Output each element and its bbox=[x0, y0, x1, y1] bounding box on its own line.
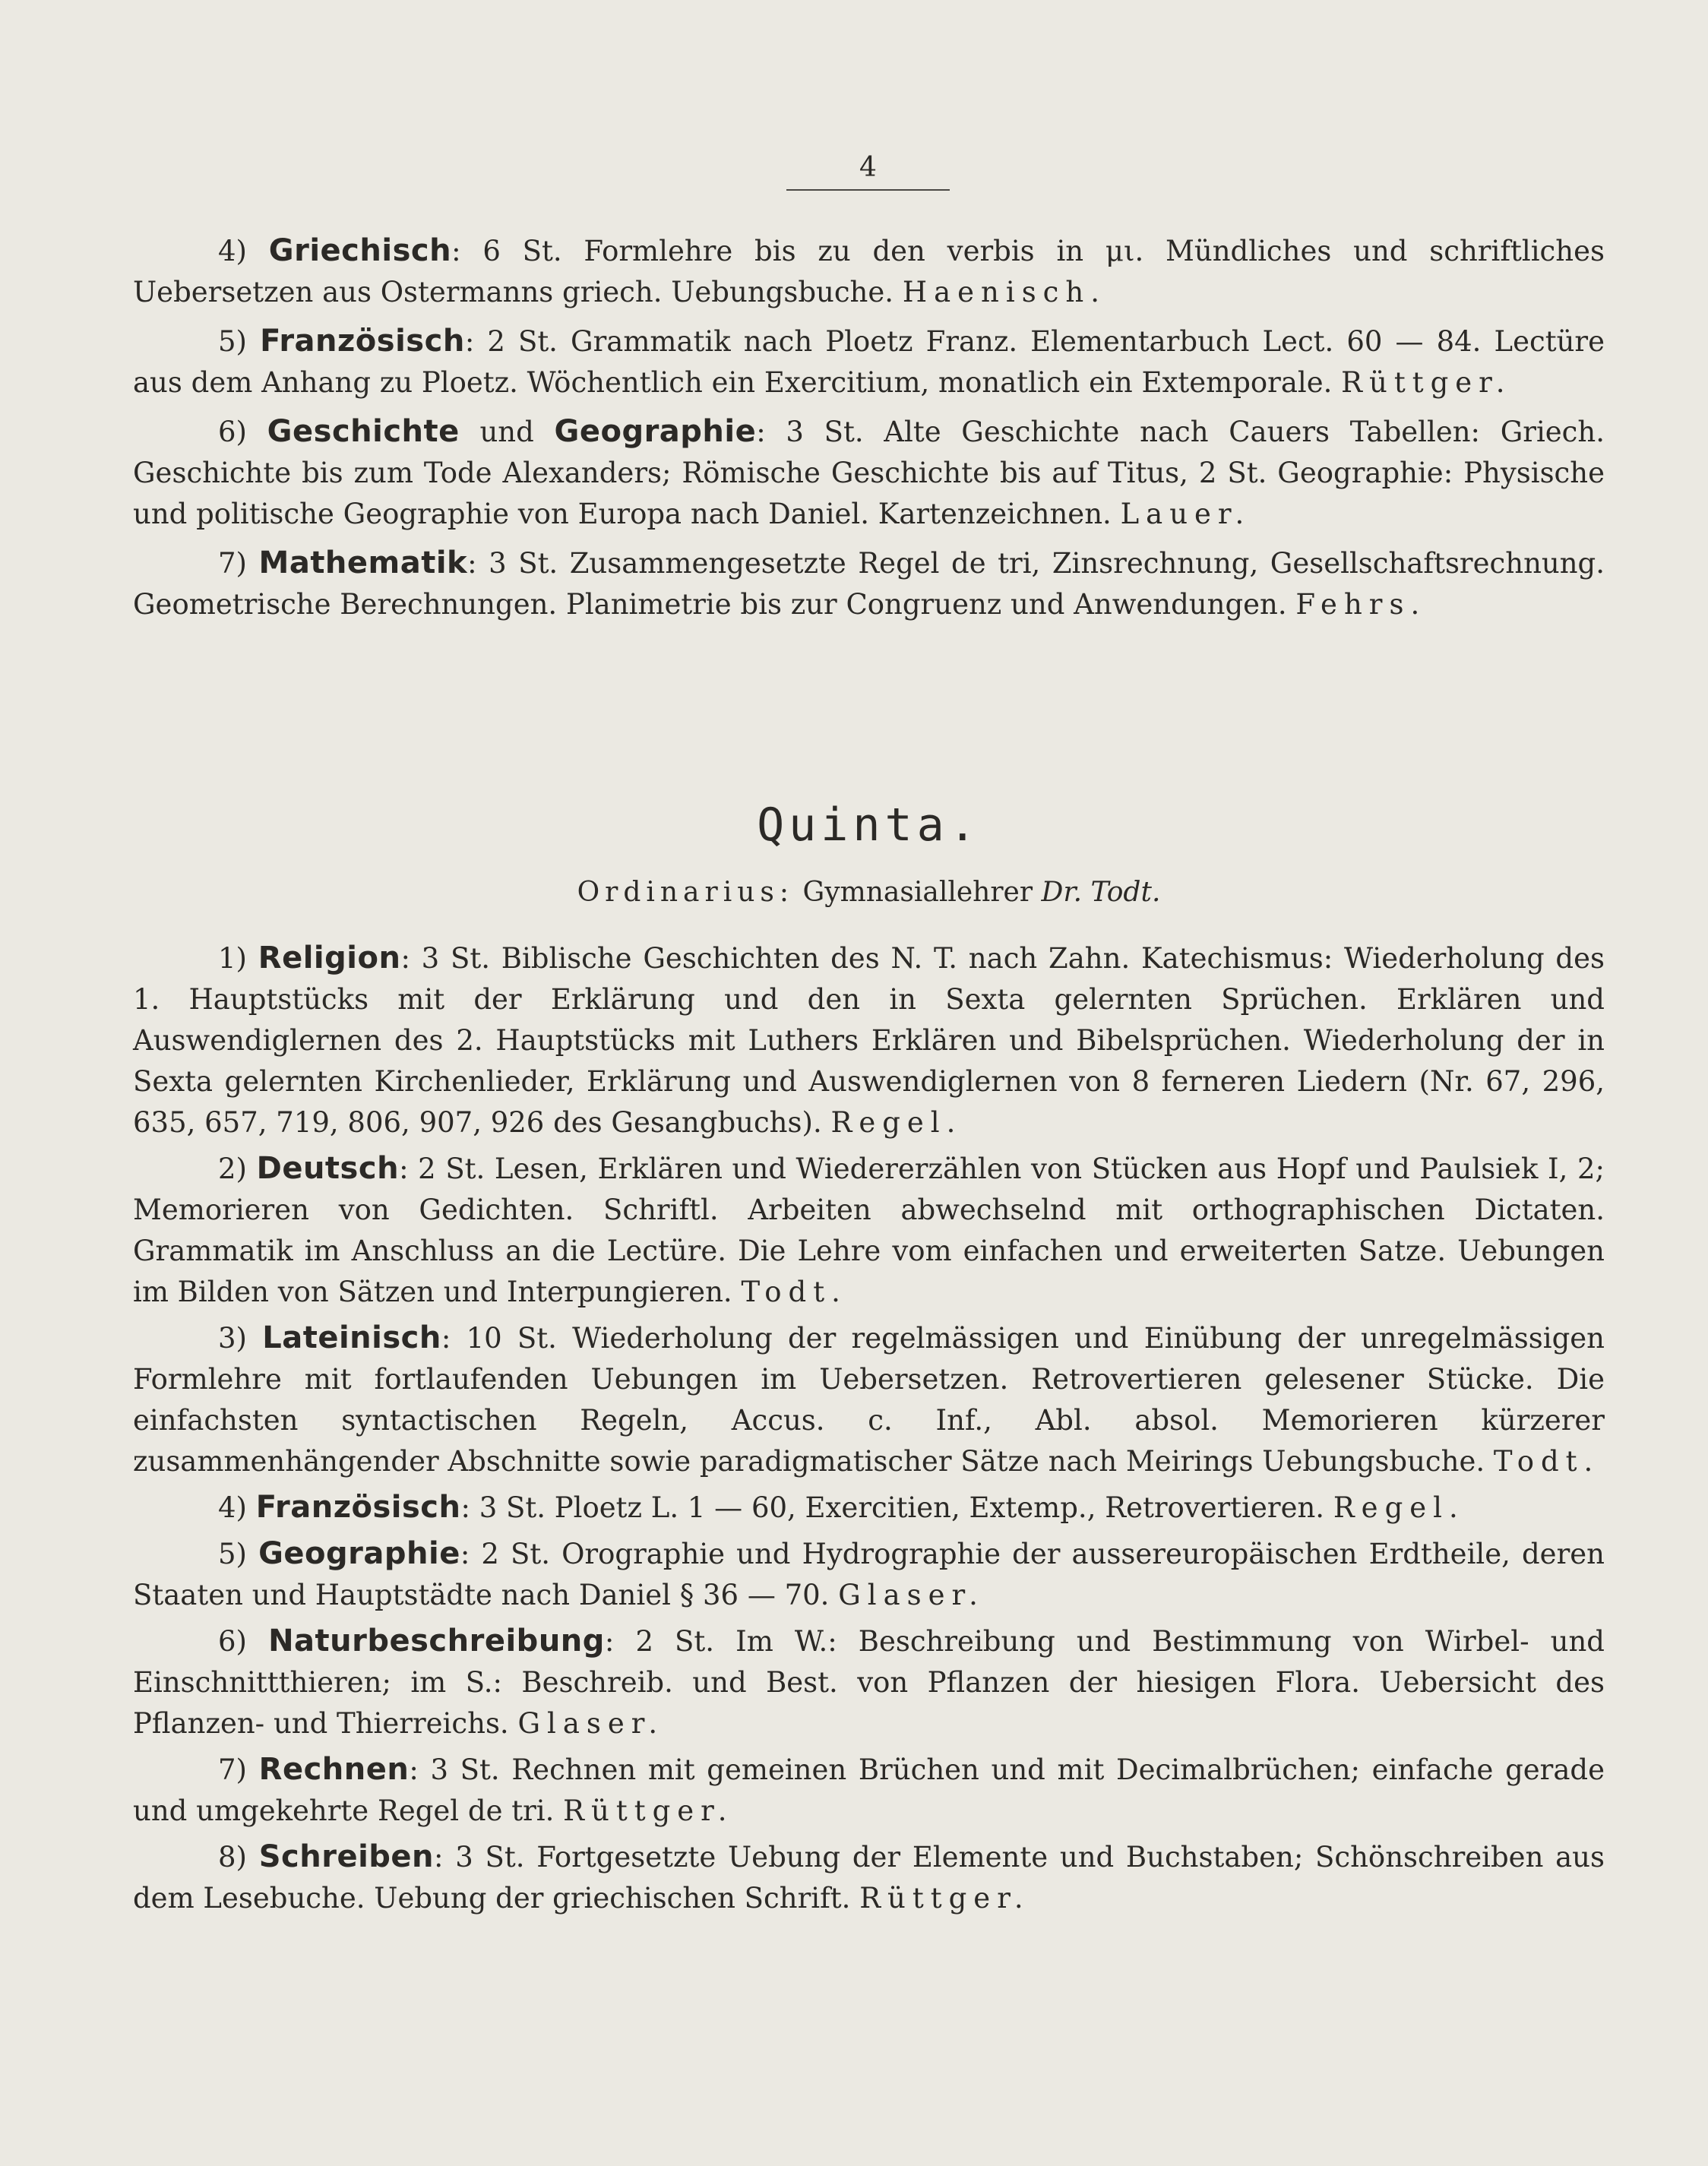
entry-text: : 3 St. Rechnen mit gemeinen Brüchen und mit Decimalbrüchen; einfache gerade und umgekehrte Regel de tri. bbox=[133, 1753, 1605, 1827]
teacher-name: Regel. bbox=[830, 1106, 963, 1139]
curriculum-entry-rechnen bbox=[133, 1749, 1605, 1832]
curriculum-entry-naturbeschreibung bbox=[133, 1621, 1605, 1744]
entry-text: : 6 St. Formlehre bis zu den verbis in μι. Mündliches und schriftliches Uebersetzen aus Ostermanns griech. Uebungsbuche. bbox=[133, 235, 1605, 308]
teacher-name: Rüttger. bbox=[1341, 366, 1512, 399]
subject-heading-secondary: Geographie bbox=[554, 414, 757, 449]
curriculum-entry-franzoesisch bbox=[133, 1487, 1605, 1529]
subject-heading: Französisch bbox=[255, 1490, 461, 1525]
subject-heading: Französisch bbox=[260, 324, 465, 359]
entry-number: 3) bbox=[218, 1322, 247, 1355]
entry-text: : 2 St. Orographie und Hydrographie der aussereuropäischen Erdtheile, deren Staaten und Hauptstädte nach Daniel § 36 — 70. bbox=[133, 1538, 1605, 1611]
entry-number: 5) bbox=[218, 325, 247, 358]
teacher-name: Glaser. bbox=[517, 1707, 665, 1740]
entry-number: 5) bbox=[218, 1538, 247, 1570]
teacher-name: Regel. bbox=[1333, 1491, 1465, 1524]
teacher-name: Rüttger. bbox=[563, 1794, 734, 1827]
page-number: 4 bbox=[859, 152, 877, 183]
teacher-name: Glaser. bbox=[838, 1579, 985, 1611]
subject-heading: Griechisch bbox=[268, 233, 452, 268]
entry-number: 6) bbox=[218, 1625, 247, 1658]
curriculum-entry-lateinisch bbox=[133, 1317, 1605, 1482]
entry-text: : 10 St. Wiederholung der regelmässigen und Einübung der unregelmässigen Formlehre mit fortlaufenden Uebungen im Uebersetzen. Retrovertieren gelesener Stücke. Die einfachsten syntactischen Regeln, Accus. c. Inf., Abl. absol. Memorieren kürzerer zusammenhängender Abschnitte sowie paradigmatischer Sätze nach Meirings Uebungsbuche. bbox=[133, 1322, 1605, 1478]
subject-connector: und bbox=[459, 416, 555, 448]
teacher-name: Todt. bbox=[741, 1276, 847, 1308]
entry-number: 6) bbox=[218, 416, 247, 448]
teacher-name: Haenisch. bbox=[902, 276, 1106, 308]
entry-number: 8) bbox=[218, 1841, 247, 1874]
curriculum-entry-griechisch bbox=[133, 230, 1605, 313]
ordinarius-position: Gymnasiallehrer bbox=[802, 877, 1033, 908]
curriculum-entry-franzoesisch bbox=[133, 321, 1605, 403]
entry-text: : 3 St. Ploetz L. 1 — 60, Exercitien, Extemp., Retrovertieren. bbox=[460, 1491, 1325, 1524]
teacher-name: Fehrs. bbox=[1295, 588, 1427, 621]
ordinarius-name: Dr. Todt. bbox=[1041, 877, 1161, 908]
curriculum-entry-geographie bbox=[133, 1533, 1605, 1616]
teacher-name: Lauer. bbox=[1120, 498, 1251, 530]
ordinarius-label: Ordinarius: bbox=[577, 877, 795, 908]
curriculum-entry-religion bbox=[133, 938, 1605, 1143]
entry-number: 1) bbox=[218, 942, 247, 975]
entry-text: : 2 St. Grammatik nach Ploetz Franz. Elementarbuch Lect. 60 — 84. Lectüre aus dem Anhang zu Ploetz. Wöchentlich ein Exercitium, monatlich ein Extemporale. bbox=[133, 325, 1605, 399]
subject-heading: Schreiben bbox=[258, 1839, 435, 1874]
subject-heading: Mathematik bbox=[258, 545, 468, 580]
ordinarius-line bbox=[133, 872, 1605, 913]
subject-heading: Geschichte bbox=[267, 414, 460, 449]
subject-heading: Naturbeschreibung bbox=[268, 1624, 605, 1658]
subject-heading: Geographie bbox=[258, 1536, 460, 1571]
subject-heading: Deutsch bbox=[256, 1151, 400, 1186]
quinta-curriculum bbox=[133, 938, 1605, 1924]
entry-text: : 2 St. Im W.: Beschreibung und Bestimmung von Wirbel- und Einschnittthieren; im S.: Beschreib. und Best. von Pflanzen der hiesigen Flora. Uebersicht des Pflanzen- und Thierreichs. bbox=[133, 1625, 1605, 1740]
entry-text: : 3 St. Alte Geschichte nach Cauers Tabellen: Griech. Geschichte bis zum Tode Alexanders; Römische Geschichte bis auf Titus, 2 St. Geographie: Physische und politische Geographie von Europa nach Daniel. Kartenzeichnen. bbox=[133, 416, 1605, 530]
entry-number: 2) bbox=[218, 1153, 247, 1185]
entry-text: : 3 St. Zusammengesetzte Regel de tri, Zinsrechnung, Gesellschaftsrechnung. Geometrische Berechnungen. Planimetrie bis zur Congruenz und Anwendungen. bbox=[133, 547, 1605, 621]
subject-heading: Lateinisch bbox=[262, 1320, 441, 1355]
section-title: Quinta. bbox=[757, 798, 981, 852]
curriculum-entry-mathematik bbox=[133, 542, 1605, 625]
curriculum-entry-geschichte-geographie bbox=[133, 411, 1605, 535]
subject-heading: Rechnen bbox=[258, 1752, 410, 1787]
subject-heading: Religion bbox=[258, 941, 401, 975]
teacher-name: Todt. bbox=[1493, 1445, 1600, 1478]
entry-number: 7) bbox=[218, 1753, 247, 1786]
teacher-name: Rüttger. bbox=[859, 1882, 1030, 1915]
curriculum-entry-deutsch bbox=[133, 1148, 1605, 1313]
entry-text: : 3 St. Fortgesetzte Uebung der Elemente und Buchstaben; Schönschreiben aus dem Lesebuche. Uebung der griechischen Schrift. bbox=[133, 1841, 1605, 1915]
entry-text: : 3 St. Biblische Geschichten des N. T. nach Zahn. Katechismus: Wiederholung des 1. Hauptstücks mit der Erklärung und den in Sexta gelernten Sprüchen. Erklären und Auswendiglernen des 2. Hauptstücks mit Luthers Erklären und Bibelsprüchen. Wiederholung der in Sexta gelernten Kirchenlieder, Erklärung und Auswendiglernen von 8 ferneren Liedern (Nr. 67, 296, 635, 657, 719, 806, 907, 926 des Gesangbuchs). bbox=[133, 942, 1605, 1139]
entry-text: : 2 St. Lesen, Erklären und Wiedererzählen von Stücken aus Hopf und Paulsiek I, 2; Memorieren von Gedichten. Schriftl. Arbeiten abwechselnd mit orthographischen Dictaten. Grammatik im Anschluss an die Lectüre. Die Lehre vom einfachen und erweiterten Satze. Uebungen im Bilden von Sätzen und Interpungieren. bbox=[133, 1153, 1605, 1308]
entry-number: 4) bbox=[218, 1491, 247, 1524]
previous-class-curriculum bbox=[133, 230, 1605, 633]
entry-number: 4) bbox=[218, 235, 247, 267]
curriculum-entry-schreiben bbox=[133, 1836, 1605, 1919]
entry-number: 7) bbox=[218, 547, 247, 580]
page-number-rule bbox=[786, 189, 950, 191]
